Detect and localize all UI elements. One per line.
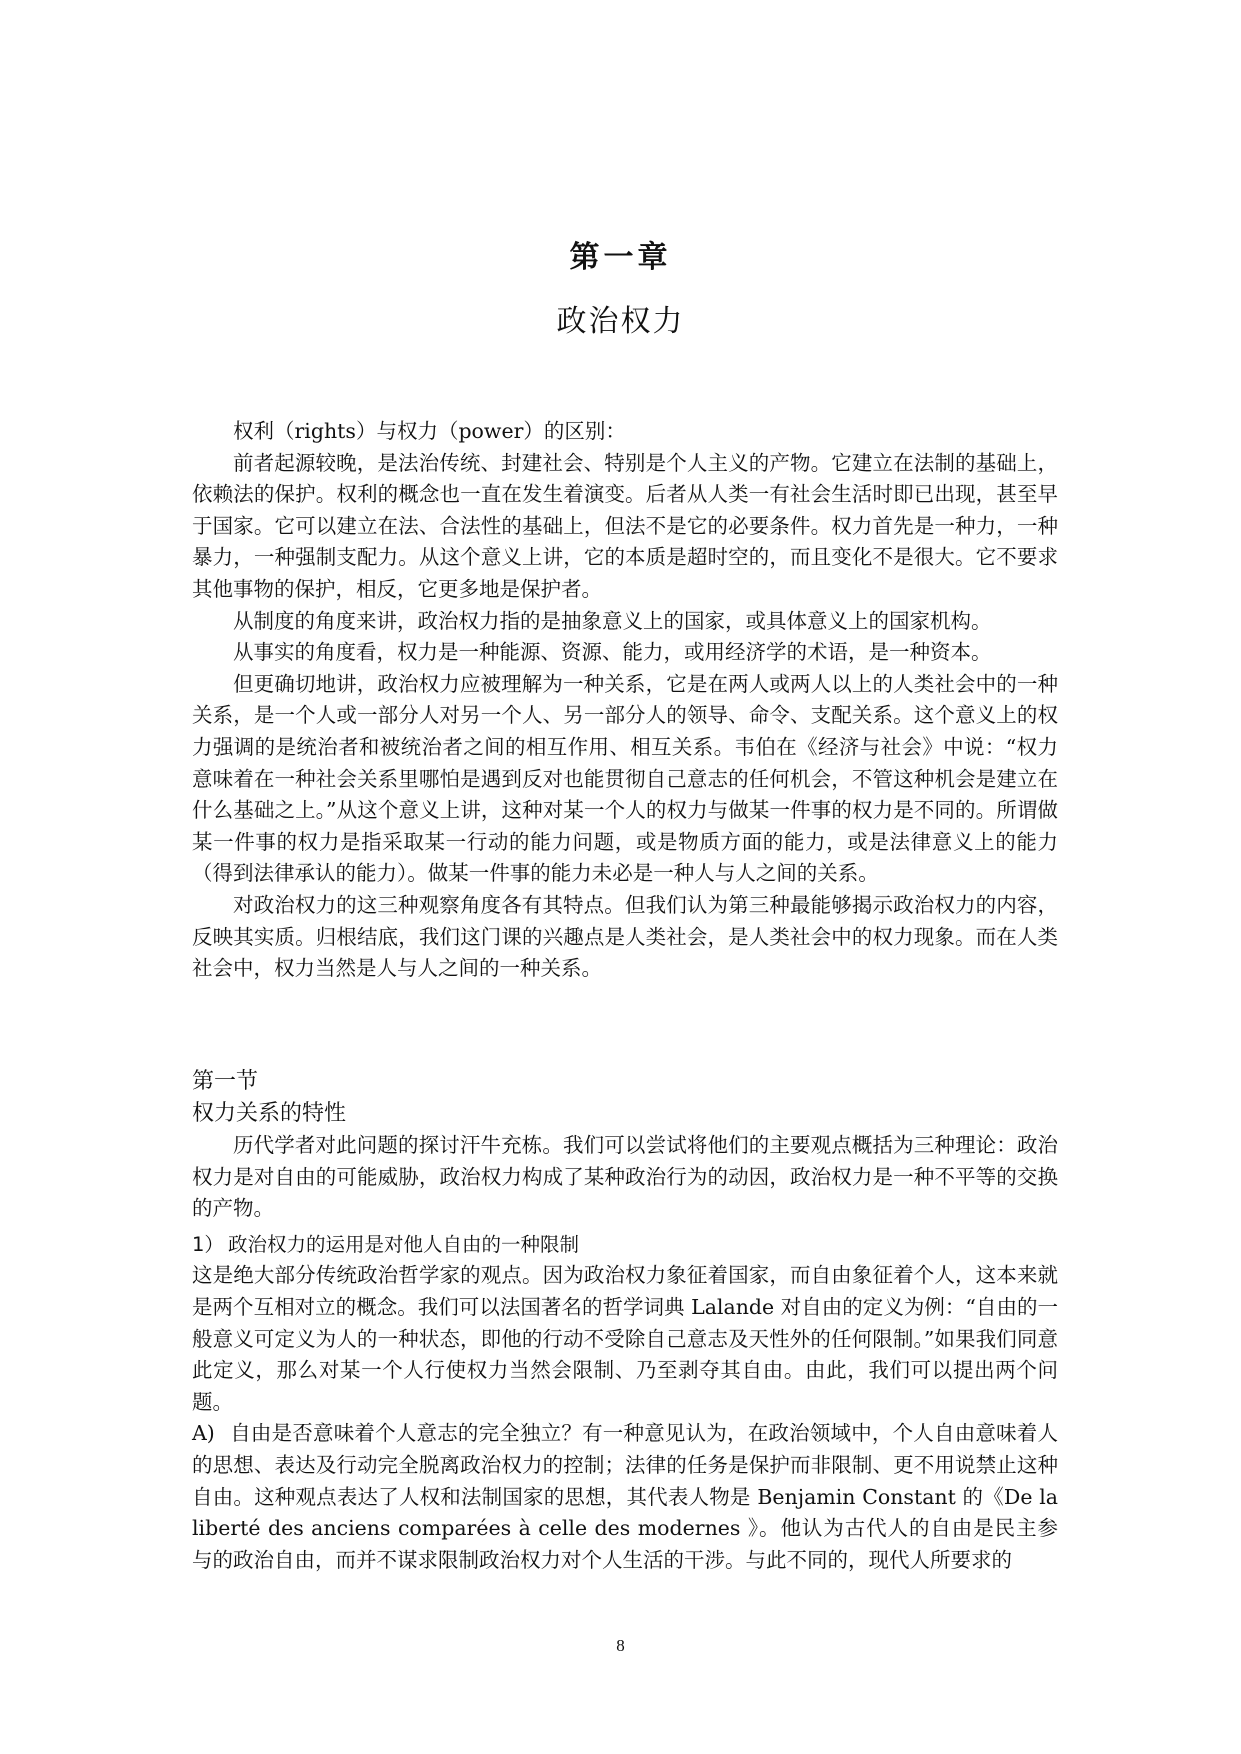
section-label: 第一节 <box>192 1069 259 1094</box>
subsection-heading <box>192 1229 1058 1261</box>
chapter-label: 第一章 <box>569 240 672 275</box>
subsection-title: 政治权力的运用是对他人自由的一种限制 <box>228 1232 580 1256</box>
intro-paragraph: 前者起源较晚，是法治传统、封建社会、特别是个人主义的产物。它建立在法制的基础上，依赖法的保护。权利的概念也一直在发生着演变。后者从人类一有社会生活时即已出现，甚至早于国家。它可以建立在法、合法性的基础上，但法不是它的必要条件。权力首先是一种力，一种暴力，一种强制支配力。从这个意义上讲，它的本质是超时空的，而且变化不是很大。它不要求其他事物的保护，相反，它更多地是保护者。 <box>192 450 1058 601</box>
list-item-text: 自由是否意味着个人意志的完全独立？有一种意见认为，在政治领域中，个人自由意味着人的思想、表达及行动完全脱离政治权力的控制；法律的任务是保护而非限制、更不用说禁止这种自由。这种观点表达了人权和法制国家的思想，其代表人物是 Benjamin Constant 的《De la liberté des anciens comparées à celle des modernes 》。他认为古代人的自由是民主参与的政治自由，而并不谋求限制政治权力对个人生活的干涉。与此不同的，现代人所要求的 <box>192 1421 1058 1572</box>
subsection-number: 1） <box>192 1232 224 1256</box>
section-title: 权力关系的特性 <box>192 1101 347 1126</box>
intro-paragraph: 从事实的角度看，权力是一种能源、资源、能力，或用经济学的术语，是一种资本。 <box>233 640 992 665</box>
intro-paragraph: 对政治权力的这三种观察角度各有其特点。但我们认为第三种最能够揭示政治权力的内容，反映其实质。归根结底，我们这门课的兴趣点是人类社会，是人类社会中的权力现象。而在人类社会中，权力当然是人与人之间的一种关系。 <box>192 892 1058 981</box>
list-item-marker: A) <box>192 1421 215 1446</box>
list-item-a <box>192 1418 1058 1576</box>
intro-paragraph: 权利（rights）与权力（power）的区别： <box>233 419 626 443</box>
intro-body <box>192 416 1058 985</box>
section-body <box>192 1130 1058 1576</box>
subsection-paragraph: 这是绝大部分传统政治哲学家的观点。因为政治权力象征着国家，而自由象征着个人，这本来就是两个互相对立的概念。我们可以法国著名的哲学词典 Lalande 对自由的定义为例：“自由的一般意义可定义为人的一种状态，即他的行动不受除自己意志及天性外的任何限制。”如果我们同意此定义，那么对某一个人行使权力当然会限制、乃至剥夺其自由。由此，我们可以提出两个问题。 <box>192 1263 1058 1414</box>
section-intro-paragraph: 历代学者对此问题的探讨汗牛充栋。我们可以尝试将他们的主要观点概括为三种理论：政治权力是对自由的可能威胁，政治权力构成了某种政治行为的动因，政治权力是一种不平等的交换的产物。 <box>192 1133 1058 1221</box>
page-number: 8 <box>616 1636 625 1655</box>
intro-paragraph: 但更确切地讲，政治权力应被理解为一种关系，它是在两人或两人以上的人类社会中的一种关系，是一个人或一部分人对另一个人、另一部分人的领导、命令、支配关系。这个意义上的权力强调的是统治者和被统治者之间的相互作用、相互关系。韦伯在《经济与社会》中说：“权力意味着在一种社会关系里哪怕是遇到反对也能贯彻自己意志的任何机会，不管这种机会是建立在什么基础之上。”从这个意义上讲，这种对某一个人的权力与做某一件事的权力是不同的。所谓做某一件事的权力是指采取某一行动的能力问题，或是物质方面的能力，或是法律意义上的能力（得到法律承认的能力）。做某一件事的能力未必是一种人与人之间的关系。 <box>192 671 1058 886</box>
chapter-title: 政治权力 <box>556 304 685 339</box>
intro-paragraph: 从制度的角度来讲，政治权力指的是抽象意义上的国家，或具体意义上的国家机构。 <box>233 608 992 633</box>
